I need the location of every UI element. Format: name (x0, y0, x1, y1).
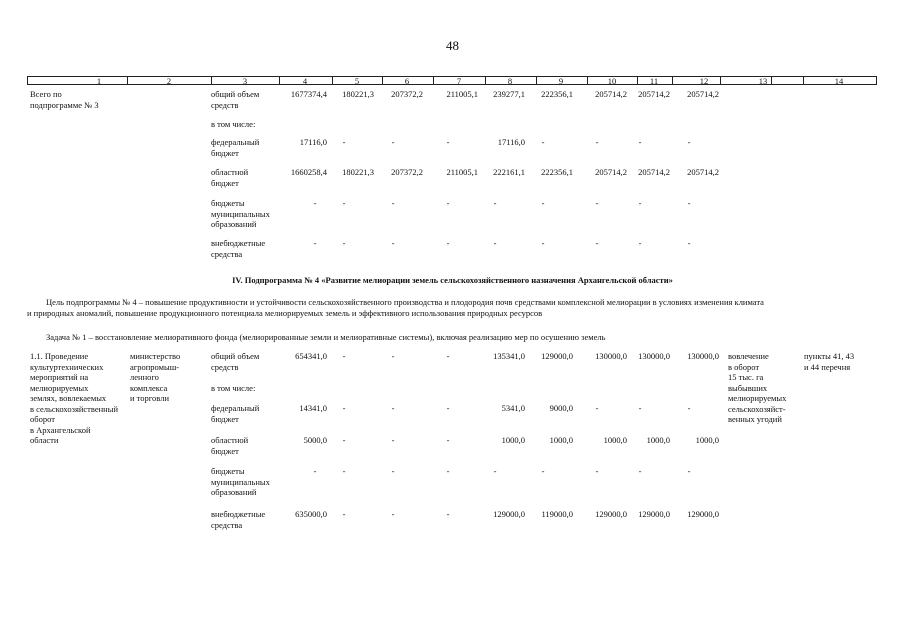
header-rule (720, 77, 721, 84)
funding-source-line: образований (211, 219, 257, 229)
value-cell: 135341,0 (493, 351, 525, 361)
value-cell: 635000,0 (295, 509, 327, 519)
links-line: и 44 перечня (804, 361, 851, 372)
value-cell: - (446, 238, 450, 248)
value-cell: - (342, 435, 346, 445)
value-cell: 1660258,4 (290, 167, 327, 177)
value-cell: - (595, 137, 599, 147)
row-name-line: мероприятий на (30, 372, 89, 382)
funding-source-line: общий объем (211, 89, 260, 99)
value-cell: 1677374,4 (290, 89, 327, 99)
value-cell: 222356,1 (541, 167, 573, 177)
value-cell: - (541, 238, 545, 248)
funding-source-line: муниципальных (211, 208, 270, 219)
value-cell: 205714,2 (595, 167, 627, 177)
value-cell: - (687, 238, 691, 248)
value-cell: 1000,0 (549, 435, 573, 445)
value-cell: - (391, 403, 395, 413)
value-cell: 207372,2 (391, 167, 423, 177)
result-line: мелиорируемых (728, 393, 787, 403)
page-number: 48 (446, 38, 459, 53)
value-cell: 1000,0 (695, 435, 719, 445)
header-rule (211, 77, 212, 84)
value-cell: - (541, 137, 545, 147)
funding-source-line: областной (211, 435, 249, 445)
value-cell: - (493, 198, 497, 208)
header-rule (803, 77, 804, 84)
value-cell: - (391, 466, 395, 476)
header-rule (127, 77, 128, 84)
value-cell: - (342, 403, 346, 413)
value-cell: 211005,1 (446, 89, 478, 99)
header-rule (536, 77, 537, 84)
value-cell: 5000,0 (303, 435, 327, 445)
section-title: IV. Подпрограмма № 4 «Развитие мелиорации земель сельскохозяйственного назначения Архангельской области» (232, 275, 673, 285)
header-rule (485, 77, 486, 84)
funding-source-line: бюджеты (211, 198, 245, 208)
value-cell: - (313, 466, 317, 476)
header-rule (672, 77, 673, 84)
header-col-6: 6 (404, 76, 410, 86)
value-cell: 130000,0 (595, 351, 627, 361)
value-cell: - (342, 509, 346, 519)
value-cell: 205714,2 (687, 89, 719, 99)
goal-line-1: Цель подпрограммы № 4 – повышение продуктивности и устойчивости сельскохозяйственного производства и плодородия почв средствами комплексной мелиорации в условиях изменения климата (46, 297, 764, 307)
value-cell: 1000,0 (501, 435, 525, 445)
header-col-12: 12 (699, 76, 709, 86)
value-cell: - (595, 403, 599, 413)
goal-line-2: и природных аномалий, повышение продукционного потенциала мелиорируемых земель и эффективного использования природных ресурсов (27, 308, 543, 318)
value-cell: 129000,0 (493, 509, 525, 519)
value-cell: - (391, 509, 395, 519)
row-name-line: в сельскохозяйственный (30, 403, 118, 414)
value-cell: 119000,0 (541, 509, 573, 519)
value-cell: 222161,1 (493, 167, 525, 177)
row-name-line: мелиорируемых (30, 382, 89, 393)
value-cell: - (446, 466, 450, 476)
executor-line: и торговли (130, 393, 169, 403)
value-cell: - (595, 238, 599, 248)
value-cell: - (687, 466, 691, 476)
value-cell: - (391, 137, 395, 147)
header-rule (279, 77, 280, 84)
result-line: в оборот (728, 361, 760, 372)
value-cell: - (446, 403, 450, 413)
value-cell: - (638, 137, 642, 147)
value-cell: - (446, 351, 450, 361)
value-cell: - (687, 137, 691, 147)
funding-source-line: бюджет (211, 413, 239, 424)
links-line: пункты 41, 43 (804, 351, 855, 361)
row-name-line: области (30, 435, 59, 445)
value-cell: - (342, 198, 346, 208)
value-cell: - (313, 198, 317, 208)
funding-source-line: федеральный (211, 403, 260, 413)
value-cell: 14341,0 (299, 403, 327, 413)
value-cell: - (342, 137, 346, 147)
funding-source-line: в том числе: (211, 119, 256, 129)
value-cell: - (493, 466, 497, 476)
value-cell: - (342, 466, 346, 476)
value-cell: 17116,0 (299, 137, 327, 147)
funding-source-line: средства (211, 248, 243, 259)
row-name-line: Всего по (30, 89, 62, 99)
value-cell: - (493, 238, 497, 248)
header-col-4: 4 (302, 76, 308, 86)
funding-source-line: средств (211, 99, 239, 110)
executor-line: комплекса (130, 382, 168, 393)
funding-source-line: общий объем (211, 351, 260, 361)
value-cell: 129000,0 (687, 509, 719, 519)
value-cell: 211005,1 (446, 167, 478, 177)
funding-source-line: бюджеты (211, 466, 245, 476)
value-cell: 654341,0 (295, 351, 327, 361)
value-cell: 1000,0 (646, 435, 670, 445)
funding-source-line: областной (211, 167, 249, 177)
funding-source-line: средств (211, 361, 239, 372)
funding-source-line: бюджет (211, 177, 239, 188)
value-cell: - (638, 466, 642, 476)
value-cell: - (638, 238, 642, 248)
value-cell: - (687, 403, 691, 413)
value-cell: - (541, 198, 545, 208)
funding-source-line: федеральный (211, 137, 260, 147)
value-cell: 205714,2 (638, 89, 670, 99)
row-name-line: оборот (30, 414, 55, 424)
value-cell: - (595, 466, 599, 476)
row-name-line: землях, вовлекаемых (30, 393, 107, 403)
value-cell: 180221,3 (342, 167, 374, 177)
value-cell: - (446, 509, 450, 519)
value-cell: 5341,0 (501, 403, 525, 413)
value-cell: - (638, 198, 642, 208)
value-cell: 1000,0 (603, 435, 627, 445)
result-line: венных угодий (728, 414, 782, 424)
task-line: Задача № 1 – восстановление мелиоративного фонда (мелиорированные земли и мелиоративные системы), включая реализацию мер по осушению земель (46, 332, 606, 342)
header-rule (637, 77, 638, 84)
header-col-10: 10 (607, 76, 617, 86)
value-cell: - (638, 403, 642, 413)
row-name-line: 1.1. Проведение (30, 351, 89, 361)
header-col-2: 2 (166, 76, 172, 86)
value-cell: 130000,0 (638, 351, 670, 361)
table-header (27, 76, 877, 85)
result-line: 15 тыс. га (728, 372, 764, 382)
value-cell: 9000,0 (549, 403, 573, 413)
executor-line: ленного (130, 372, 159, 382)
row-name-line: подпрограмме № 3 (30, 99, 99, 110)
header-col-5: 5 (354, 76, 360, 86)
header-rule (332, 77, 333, 84)
funding-source-line: средства (211, 519, 243, 530)
header-rule (433, 77, 434, 84)
row-name-line: в Архангельской (30, 424, 91, 435)
funding-source-line: в том числе: (211, 383, 256, 393)
funding-source-line: бюджет (211, 445, 239, 456)
value-cell: 207372,2 (391, 89, 423, 99)
value-cell: - (342, 351, 346, 361)
value-cell: 130000,0 (687, 351, 719, 361)
value-cell: - (446, 137, 450, 147)
header-col-13: 13 (758, 76, 768, 86)
value-cell: - (391, 435, 395, 445)
value-cell: 205714,2 (687, 167, 719, 177)
value-cell: - (391, 351, 395, 361)
value-cell: 205714,2 (595, 89, 627, 99)
value-cell: 17116,0 (497, 137, 525, 147)
value-cell: 222356,1 (541, 89, 573, 99)
value-cell: - (541, 466, 545, 476)
header-col-11: 11 (649, 76, 659, 86)
result-line: вовлечение (728, 351, 769, 361)
funding-source-line: образований (211, 487, 257, 497)
value-cell: 180221,3 (342, 89, 374, 99)
funding-source-line: внебюджетные (211, 509, 266, 519)
funding-source-line: бюджет (211, 147, 239, 158)
value-cell: - (391, 238, 395, 248)
header-col-1: 1 (96, 76, 102, 86)
value-cell: - (687, 198, 691, 208)
executor-line: агропромыш- (130, 361, 180, 372)
header-col-8: 8 (507, 76, 513, 86)
executor-line: министерство (130, 351, 181, 361)
row-name-line: культуртехнических (30, 361, 104, 372)
header-col-7: 7 (456, 76, 462, 86)
value-cell: 129000,0 (595, 509, 627, 519)
value-cell: 129000,0 (541, 351, 573, 361)
header-col-14: 14 (834, 76, 844, 86)
header-rule (587, 77, 588, 84)
header-col-3: 3 (242, 76, 248, 86)
value-cell: - (391, 198, 395, 208)
header-col-9: 9 (558, 76, 564, 86)
value-cell: - (446, 435, 450, 445)
value-cell: - (446, 198, 450, 208)
header-rule (382, 77, 383, 84)
value-cell: 239277,1 (493, 89, 525, 99)
value-cell: 129000,0 (638, 509, 670, 519)
value-cell: - (342, 238, 346, 248)
value-cell: 205714,2 (638, 167, 670, 177)
funding-source-line: муниципальных (211, 476, 270, 487)
value-cell: - (313, 238, 317, 248)
result-line: сельскохозяйст- (728, 403, 786, 414)
result-line: выбывших (728, 382, 768, 393)
value-cell: - (595, 198, 599, 208)
funding-source-line: внебюджетные (211, 238, 266, 248)
